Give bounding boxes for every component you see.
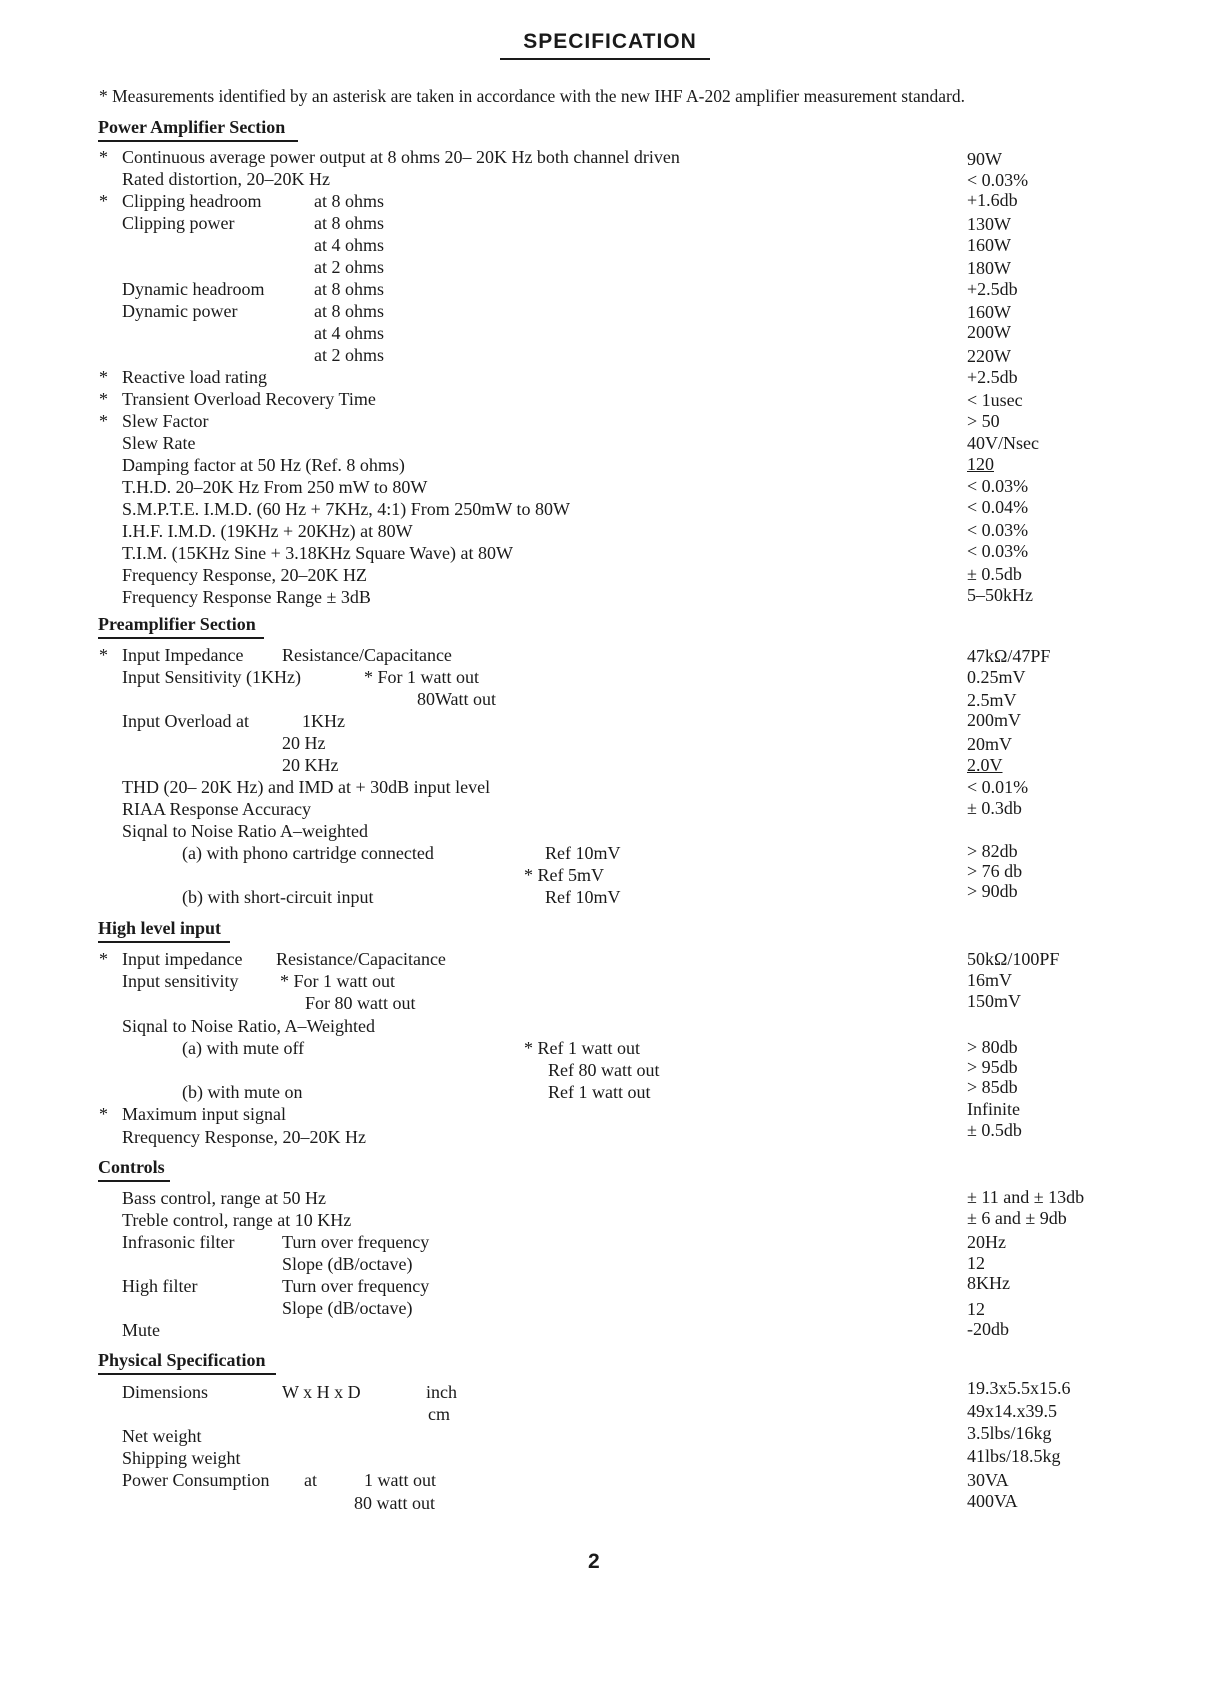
section-rule-high-level bbox=[98, 941, 230, 943]
spec-label: Dynamic power bbox=[122, 301, 238, 321]
spec-value: 160W bbox=[967, 235, 1011, 255]
spec-condition: at 2 ohms bbox=[314, 345, 384, 365]
spec-label: Maximum input signal bbox=[122, 1104, 286, 1124]
spec-condition: at 8 ohms bbox=[314, 301, 384, 321]
section-rule-preamp bbox=[98, 637, 264, 639]
spec-label: (b) with short-circuit input bbox=[182, 887, 374, 907]
spec-label: Input sensitivity bbox=[122, 971, 239, 991]
spec-label: Continuous average power output at 8 ohms 20– 20K Hz both channel driven bbox=[122, 147, 680, 167]
spec-value: < 0.01% bbox=[967, 777, 1029, 797]
spec-value: 30VA bbox=[967, 1470, 1009, 1490]
spec-value: 2.5mV bbox=[967, 690, 1017, 710]
spec-label: Mute bbox=[122, 1320, 160, 1340]
asterisk-note: * Measurements identified by an asterisk are taken in accordance with the new IHF A-202 amplifier measurement standard. bbox=[99, 86, 965, 106]
spec-condition: Turn over frequency bbox=[282, 1276, 430, 1296]
section-rule-physical bbox=[98, 1373, 276, 1375]
spec-label: Frequency Response Range ± 3dB bbox=[122, 587, 371, 607]
spec-value: 50kΩ/100PF bbox=[967, 949, 1060, 969]
spec-label: T.H.D. 20–20K Hz From 250 mW to 80W bbox=[122, 477, 428, 497]
spec-value: > 90db bbox=[967, 881, 1018, 901]
spec-label: Infrasonic filter bbox=[122, 1232, 235, 1252]
spec-label: Dynamic headroom bbox=[122, 279, 265, 299]
spec-unit: cm bbox=[428, 1404, 450, 1424]
spec-value: 41lbs/18.5kg bbox=[967, 1446, 1061, 1466]
spec-value: 160W bbox=[967, 302, 1011, 322]
spec-value: > 50 bbox=[967, 411, 1000, 431]
spec-value: > 95db bbox=[967, 1057, 1018, 1077]
spec-label: Input Impedance bbox=[122, 645, 244, 665]
spec-label: (b) with mute on bbox=[182, 1082, 303, 1102]
spec-label: Frequency Response, 20–20K HZ bbox=[122, 565, 367, 585]
star-marker: * bbox=[99, 147, 108, 167]
spec-condition: 1KHz bbox=[302, 711, 345, 731]
spec-value: 49x14.x39.5 bbox=[967, 1401, 1057, 1421]
spec-value: ± 0.5db bbox=[967, 1120, 1022, 1140]
spec-label: Slew Rate bbox=[122, 433, 196, 453]
spec-value: < 0.03% bbox=[967, 520, 1029, 540]
spec-label: Power Consumption bbox=[122, 1470, 270, 1490]
spec-label: S.M.P.T.E. I.M.D. (60 Hz + 7KHz, 4:1) From 250mW to 80W bbox=[122, 499, 570, 519]
star-marker: * bbox=[99, 191, 108, 211]
spec-label: Net weight bbox=[122, 1426, 202, 1446]
section-heading-power: Power Amplifier Section bbox=[98, 117, 286, 137]
spec-value: ± 0.5db bbox=[967, 564, 1022, 584]
spec-value: 150mV bbox=[967, 991, 1021, 1011]
spec-reference: * Ref 1 watt out bbox=[524, 1038, 640, 1058]
spec-condition: Resistance/Capacitance bbox=[282, 645, 452, 665]
spec-value: +2.5db bbox=[967, 367, 1018, 387]
spec-value: > 76 db bbox=[967, 861, 1023, 881]
spec-value: < 0.03% bbox=[967, 476, 1029, 496]
spec-value: 180W bbox=[967, 258, 1011, 278]
spec-label: Bass control, range at 50 Hz bbox=[122, 1188, 326, 1208]
spec-value: > 80db bbox=[967, 1037, 1018, 1057]
spec-value: 3.5lbs/16kg bbox=[967, 1423, 1052, 1443]
spec-condition: 80Watt out bbox=[417, 689, 497, 709]
spec-condition: at 4 ohms bbox=[314, 323, 384, 343]
spec-label: Input Overload at bbox=[122, 711, 249, 731]
spec-value: +2.5db bbox=[967, 279, 1018, 299]
spec-value: > 85db bbox=[967, 1077, 1018, 1097]
spec-value: < 0.03% bbox=[967, 541, 1029, 561]
spec-label: Clipping headroom bbox=[122, 191, 262, 211]
spec-label: Treble control, range at 10 KHz bbox=[122, 1210, 352, 1230]
spec-value: 200mV bbox=[967, 710, 1021, 730]
spec-label: (a) with phono cartridge connected bbox=[182, 843, 434, 863]
spec-label: High filter bbox=[122, 1276, 198, 1296]
spec-condition: at 8 ohms bbox=[314, 213, 384, 233]
spec-value: 8KHz bbox=[967, 1273, 1010, 1293]
spec-label: I.H.F. I.M.D. (19KHz + 20KHz) at 80W bbox=[122, 521, 413, 541]
spec-value: 400VA bbox=[967, 1491, 1018, 1511]
spec-reference: Ref 80 watt out bbox=[548, 1060, 660, 1080]
spec-unit: inch bbox=[426, 1382, 457, 1402]
spec-label: Clipping power bbox=[122, 213, 235, 233]
spec-label: Reactive load rating bbox=[122, 367, 267, 387]
spec-condition: Resistance/Capacitance bbox=[276, 949, 446, 969]
spec-value: 200W bbox=[967, 322, 1011, 342]
spec-value: 90W bbox=[967, 149, 1002, 169]
section-rule-controls bbox=[98, 1180, 170, 1182]
spec-reference: Ref 10mV bbox=[545, 843, 621, 863]
page-title: SPECIFICATION bbox=[523, 30, 697, 53]
spec-value: Infinite bbox=[967, 1099, 1020, 1119]
star-marker: * bbox=[99, 411, 108, 431]
page-number: 2 bbox=[588, 1550, 600, 1573]
star-marker: * bbox=[99, 389, 108, 409]
section-heading-physical: Physical Specification bbox=[98, 1350, 266, 1370]
spec-condition: Turn over frequency bbox=[282, 1232, 430, 1252]
spec-value: ± 0.3db bbox=[967, 798, 1022, 818]
spec-value: 2.0V bbox=[967, 755, 1003, 775]
spec-value: > 82db bbox=[967, 841, 1018, 861]
spec-condition: at bbox=[304, 1470, 317, 1490]
spec-value: 20Hz bbox=[967, 1232, 1006, 1252]
star-marker: * bbox=[99, 949, 108, 969]
spec-reference: * Ref 5mV bbox=[524, 865, 604, 885]
spec-label: Siqnal to Noise Ratio, A–Weighted bbox=[122, 1016, 376, 1036]
spec-value: 16mV bbox=[967, 970, 1012, 990]
spec-label: Shipping weight bbox=[122, 1448, 241, 1468]
spec-label: Transient Overload Recovery Time bbox=[122, 389, 376, 409]
spec-label: Input Sensitivity (1KHz) bbox=[122, 667, 301, 687]
spec-condition: For 80 watt out bbox=[305, 993, 416, 1013]
spec-label: RIAA Response Accuracy bbox=[122, 799, 311, 819]
spec-label: Dimensions bbox=[122, 1382, 209, 1402]
spec-value: ± 11 and ± 13db bbox=[967, 1187, 1085, 1207]
spec-reference: Ref 10mV bbox=[545, 887, 621, 907]
spec-label: Rated distortion, 20–20K Hz bbox=[122, 169, 330, 189]
spec-label: Siqnal to Noise Ratio A–weighted bbox=[122, 821, 368, 841]
spec-condition: 20 Hz bbox=[282, 733, 326, 753]
spec-condition: W x H x D bbox=[282, 1382, 361, 1402]
spec-condition: at 4 ohms bbox=[314, 235, 384, 255]
spec-reference: Ref 1 watt out bbox=[548, 1082, 651, 1102]
star-marker: * bbox=[99, 645, 108, 665]
spec-value: 120 bbox=[967, 454, 994, 474]
section-rule-power bbox=[98, 140, 298, 142]
spec-condition: at 8 ohms bbox=[314, 191, 384, 211]
spec-label: Damping factor at 50 Hz (Ref. 8 ohms) bbox=[122, 455, 405, 475]
title-underline bbox=[500, 58, 710, 60]
star-marker: * bbox=[99, 1104, 108, 1124]
spec-label: THD (20– 20K Hz) and IMD at + 30dB input level bbox=[122, 777, 491, 797]
spec-label: Slew Factor bbox=[122, 411, 209, 431]
spec-value: 5–50kHz bbox=[967, 585, 1033, 605]
spec-value: < 1usec bbox=[967, 390, 1023, 410]
spec-condition: at 8 ohms bbox=[314, 279, 384, 299]
spec-value: 0.25mV bbox=[967, 667, 1026, 687]
spec-value: 19.3x5.5x15.6 bbox=[967, 1378, 1071, 1398]
spec-value: 12 bbox=[967, 1253, 985, 1273]
spec-condition: 20 KHz bbox=[282, 755, 339, 775]
section-heading-preamp: Preamplifier Section bbox=[98, 614, 256, 634]
spec-value: 130W bbox=[967, 214, 1011, 234]
spec-value: -20db bbox=[967, 1319, 1009, 1339]
spec-unit: 80 watt out bbox=[354, 1493, 435, 1513]
spec-condition: * For 1 watt out bbox=[280, 971, 395, 991]
spec-value: 20mV bbox=[967, 734, 1012, 754]
spec-label: T.I.M. (15KHz Sine + 3.18KHz Square Wave) at 80W bbox=[122, 543, 513, 563]
spec-label: Input impedance bbox=[122, 949, 243, 969]
spec-value: +1.6db bbox=[967, 190, 1018, 210]
spec-value: < 0.03% bbox=[967, 170, 1029, 190]
spec-condition: Slope (dB/octave) bbox=[282, 1298, 413, 1318]
spec-value: 47kΩ/47PF bbox=[967, 646, 1051, 666]
spec-label: (a) with mute off bbox=[182, 1038, 305, 1058]
spec-value: 40V/Nsec bbox=[967, 433, 1039, 453]
spec-condition: * For 1 watt out bbox=[364, 667, 479, 687]
spec-value: 12 bbox=[967, 1299, 985, 1319]
spec-condition: Slope (dB/octave) bbox=[282, 1254, 413, 1274]
spec-condition: at 2 ohms bbox=[314, 257, 384, 277]
spec-value: < 0.04% bbox=[967, 497, 1029, 517]
section-heading-high-level: High level input bbox=[98, 918, 222, 938]
section-heading-controls: Controls bbox=[98, 1157, 165, 1177]
spec-value: ± 6 and ± 9db bbox=[967, 1208, 1067, 1228]
spec-value: 220W bbox=[967, 346, 1011, 366]
spec-unit: 1 watt out bbox=[364, 1470, 436, 1490]
spec-label: Rrequency Response, 20–20K Hz bbox=[122, 1127, 366, 1147]
star-marker: * bbox=[99, 367, 108, 387]
